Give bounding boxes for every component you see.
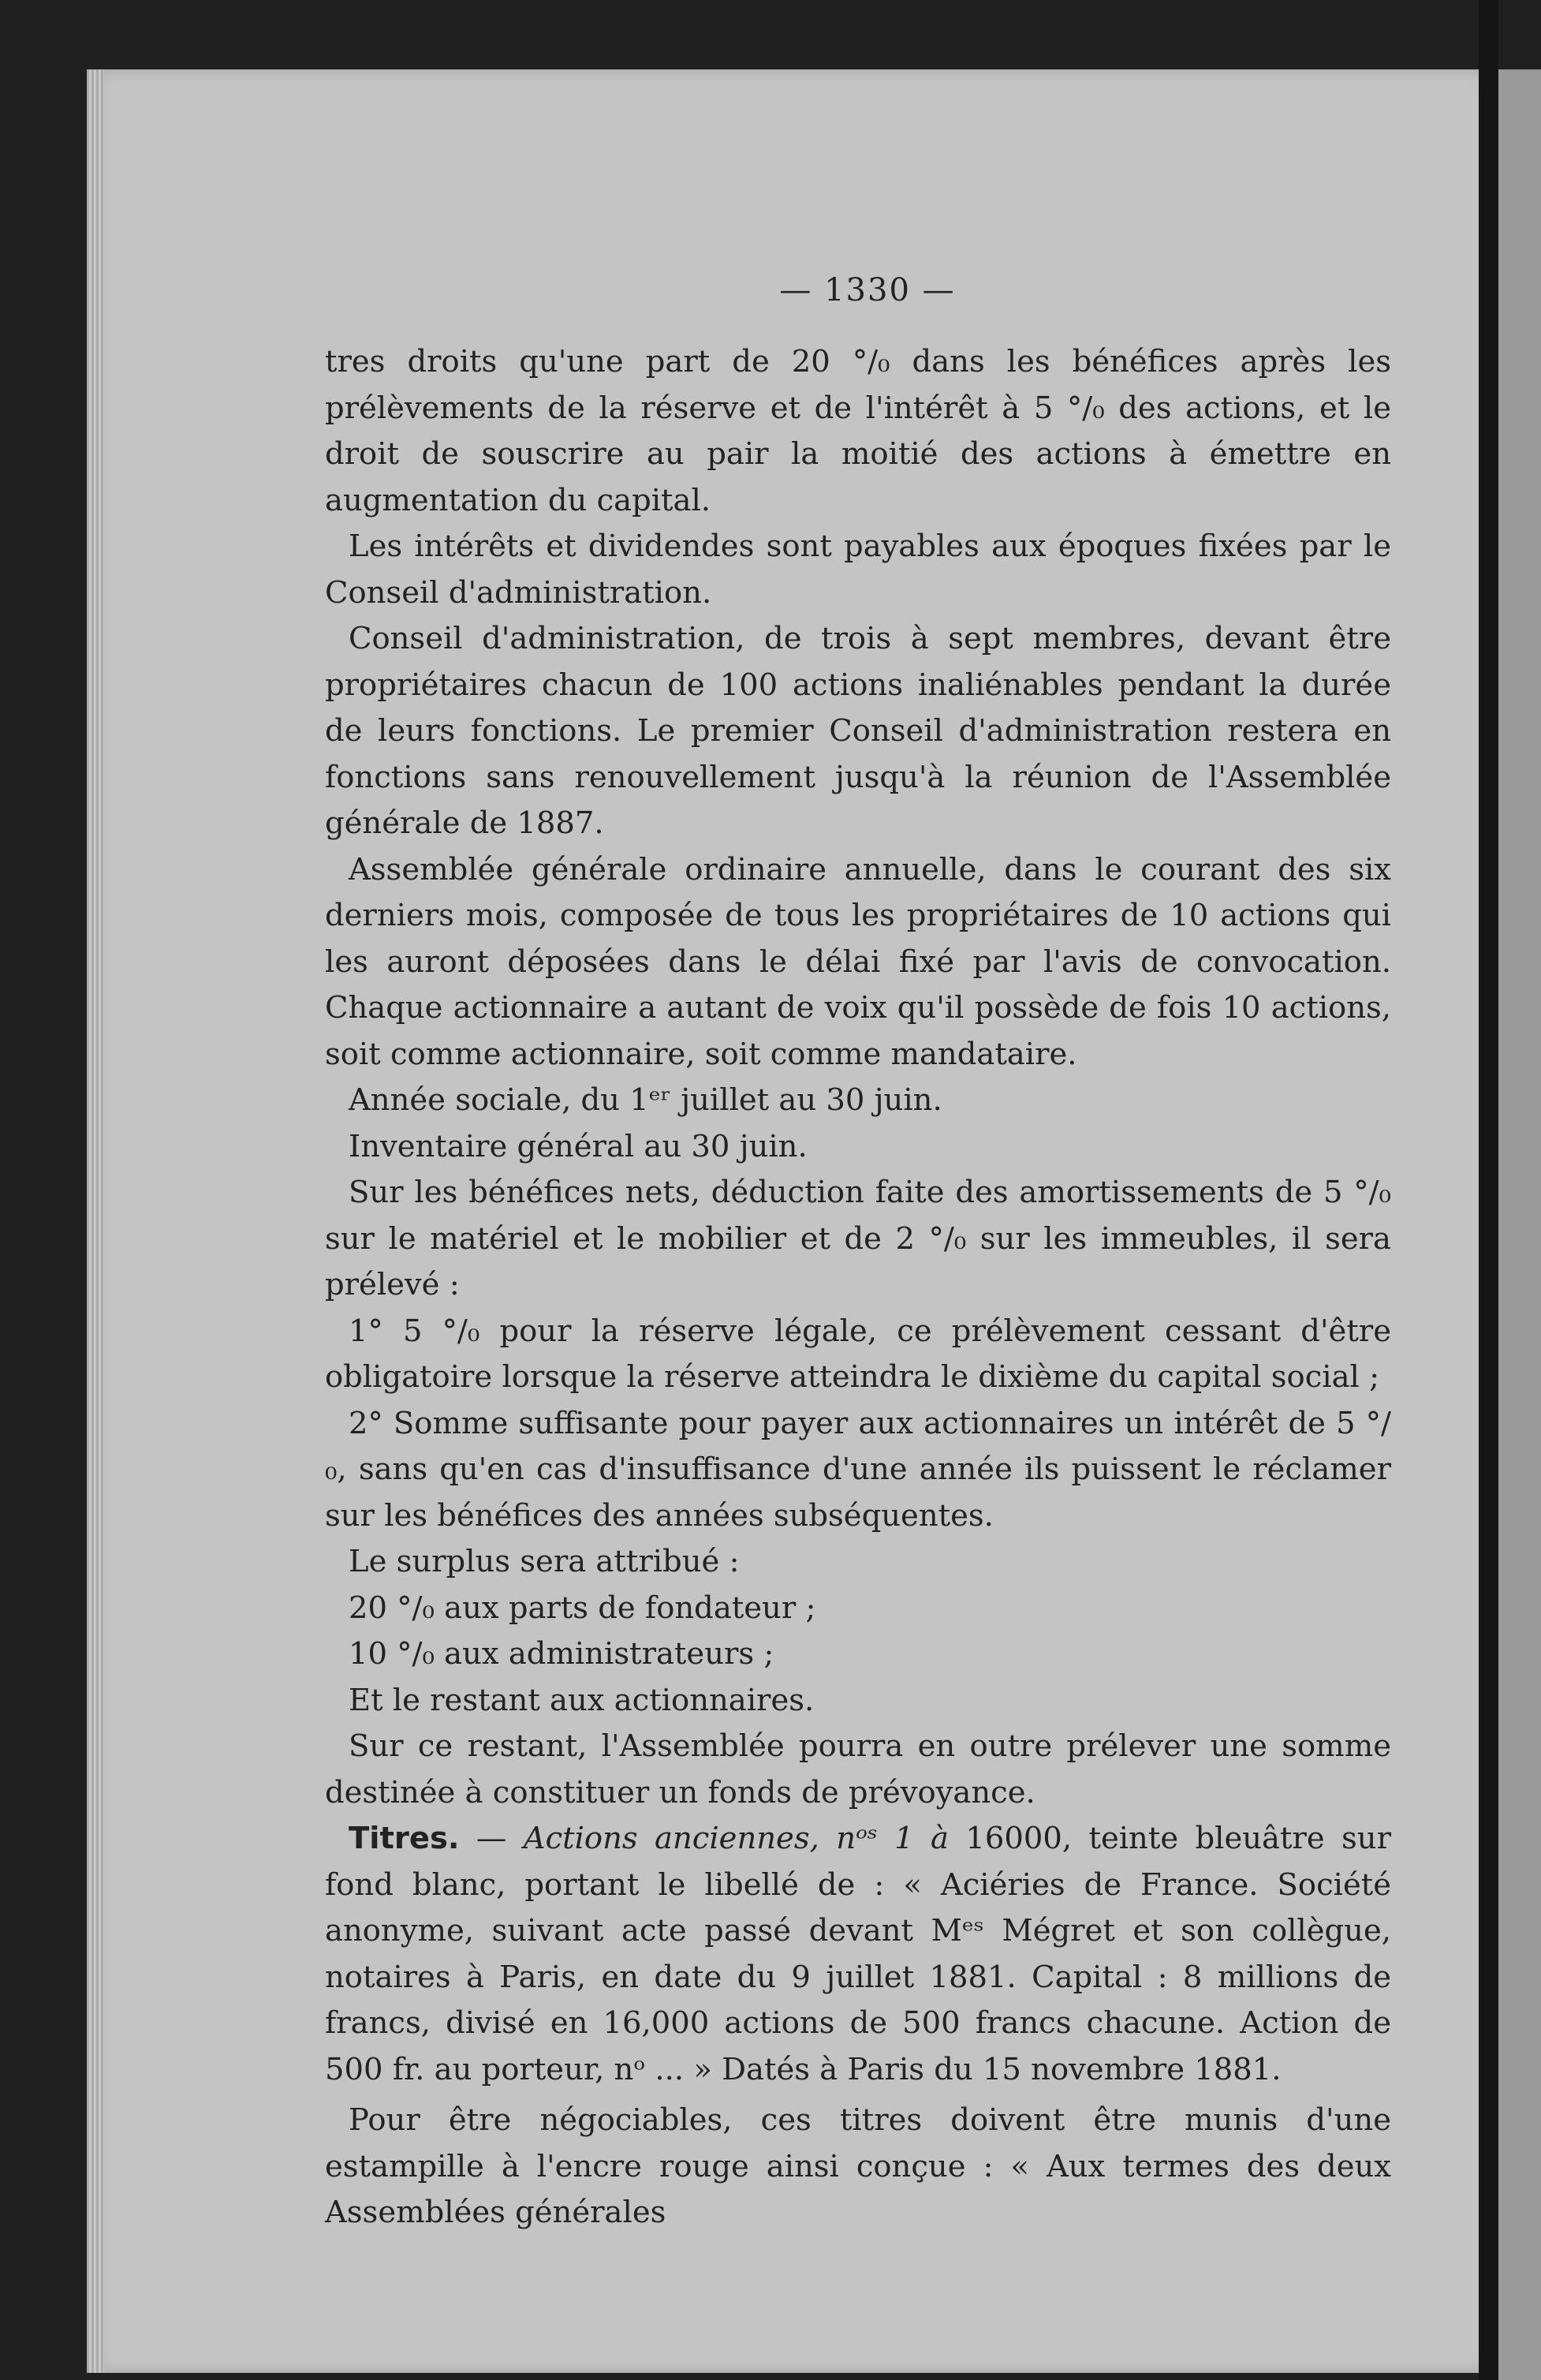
paragraph-titres	[325, 1816, 1391, 2093]
paragraph-conseil: Conseil d'administration, de trois à sept membres, devant être propriétaires chacun de 100 actions inaliénables pendant la durée de leurs fonctions. Le premier Conseil d'administration restera en fonctions sans renouvellement jusqu'à la réunion de l'Assemblée générale de 1887.	[325, 621, 1391, 841]
page-edge-stack	[87, 69, 104, 2373]
paragraph-administrateurs: 10 °/₀ aux administrateurs ;	[349, 1636, 774, 1672]
page-number: — 1330 —	[779, 272, 956, 308]
adjacent-page-strip	[1498, 69, 1541, 2380]
paragraph-negociables: Pour être négociables, ces titres doivent être munis d'une estampille à l'encre rouge ainsi conçue : « Aux termes des deux Assemblées générales	[325, 2102, 1391, 2230]
titres-label: Titres.	[349, 1821, 460, 1856]
titres-description: 16000, teinte bleuâtre sur fond blanc, portant le libellé de : « Aciéries de France. Société anonyme, suivant acte passé devant Mᵉˢ Mégret et son collègue, notaires à Paris, en date du 9 juillet 1881. Capital : 8 millions de francs, divisé en 16,000 actions de 500 francs chacune. Action de 500 fr. au porteur, nᵒ ... » Datés à Paris du 15 novembre 1881.	[325, 1821, 1391, 2087]
titres-dash: —	[459, 1821, 524, 1856]
body-text	[325, 339, 1391, 2236]
titres-italic: Actions anciennes, nᵒˢ 1 à	[523, 1821, 950, 1856]
paragraph-annee-sociale: Année sociale, du 1ᵉʳ juillet au 30 juin.	[349, 1082, 942, 1118]
paragraph-reserve-legale: 1° 5 °/₀ pour la réserve légale, ce prélèvement cessant d'être obligatoire lorsque la réserve atteindra le dixième du capital social ;	[325, 1313, 1391, 1395]
paragraph-prevoyance: Sur ce restant, l'Assemblée pourra en outre prélever une somme destinée à constituer un fonds de prévoyance.	[325, 1728, 1391, 1810]
paragraph-interets: Les intérêts et dividendes sont payables aux époques fixées par le Conseil d'administration.	[325, 529, 1391, 611]
binding-gap	[1479, 0, 1498, 2380]
paragraph-assemblee: Assemblée générale ordinaire annuelle, dans le courant des six derniers mois, composée de tous les propriétaires de 10 actions qui les auront déposées dans le délai fixé par l'avis de convocation. Chaque actionnaire a autant de voix qu'il possède de fois 10 actions, soit comme actionnaire, soit comme mandataire.	[325, 851, 1391, 1072]
paragraph-continuation: tres droits qu'une part de 20 °/₀ dans les bénéfices après les prélèvements de la réserve et de l'intérêt à 5 °/₀ des actions, et le droit de souscrire au pair la moitié des actions à émettre en augmentation du capital.	[325, 344, 1391, 518]
paragraph-benefices: Sur les bénéfices nets, déduction faite des amortissements de 5 °/₀ sur le matériel et le mobilier et de 2 °/₀ sur les immeubles, il sera prélevé :	[325, 1175, 1391, 1302]
paragraph-inventaire: Inventaire général au 30 juin.	[349, 1128, 808, 1164]
paragraph-surplus: Le surplus sera attribué :	[349, 1544, 740, 1579]
paragraph-interet: 2° Somme suffisante pour payer aux actionnaires un intérêt de 5 °/₀, sans qu'en cas d'insuffisance d'une année ils puissent le réclamer sur les bénéfices des années subséquentes.	[325, 1405, 1391, 1534]
paragraph-restant: Et le restant aux actionnaires.	[349, 1682, 815, 1718]
paragraph-fondateur: 20 °/₀ aux parts de fondateur ;	[349, 1590, 816, 1626]
